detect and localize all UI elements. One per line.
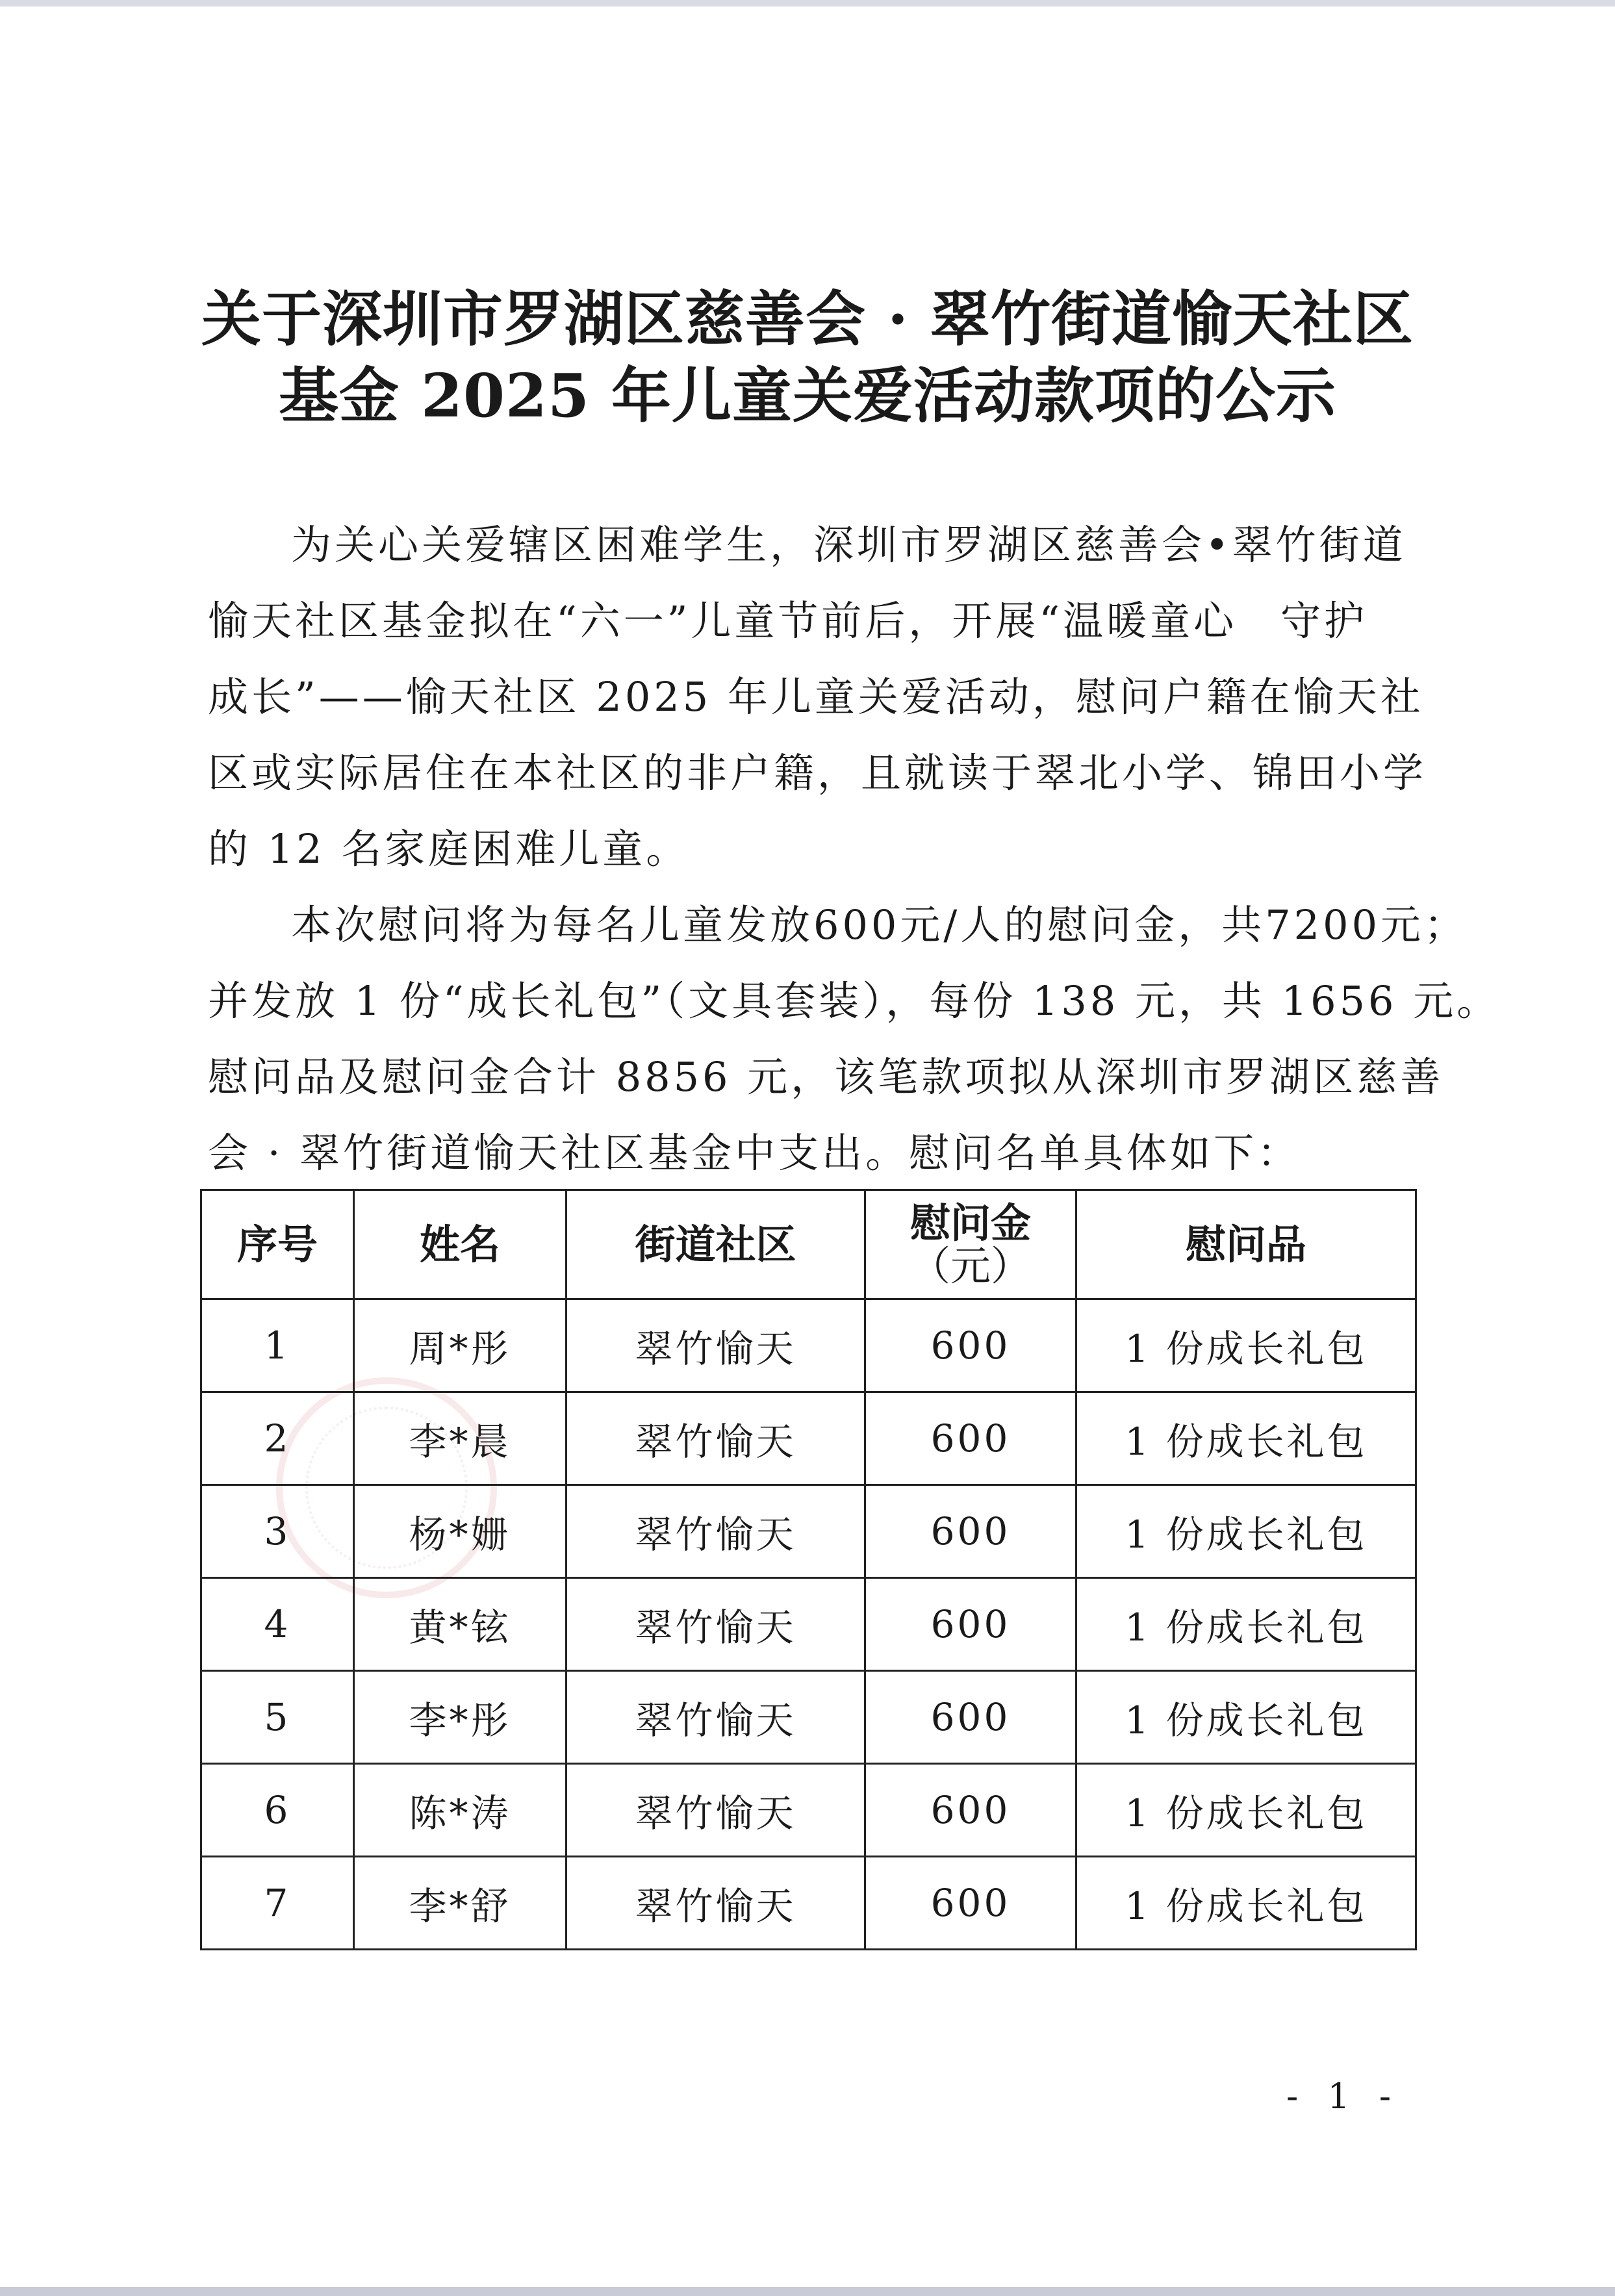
cell-gift: 1 份成长礼包	[1076, 1299, 1416, 1392]
header-gift: 慰问品	[1076, 1190, 1416, 1299]
cell-name: 李*彤	[354, 1671, 566, 1764]
cell-name: 李*晨	[354, 1392, 566, 1485]
paragraph-1-line-3: 成长”——愉天社区 2025 年儿童关爱活动，慰问户籍在愉天社	[208, 673, 1424, 721]
table-row	[201, 1299, 1416, 1392]
scan-edge-bottom	[0, 2287, 1615, 2296]
cell-community: 翠竹愉天	[566, 1299, 865, 1392]
cell-community: 翠竹愉天	[566, 1764, 865, 1857]
table-row	[201, 1578, 1416, 1671]
paragraph-2-line-4: 会 · 翠竹街道愉天社区基金中支出。慰问名单具体如下：	[208, 1129, 1301, 1177]
cell-amount: 600	[865, 1857, 1076, 1950]
cell-gift: 1 份成长礼包	[1076, 1857, 1416, 1950]
table-row	[201, 1392, 1416, 1485]
cell-amount: 600	[865, 1485, 1076, 1578]
cell-amount: 600	[865, 1578, 1076, 1671]
cell-gift: 1 份成长礼包	[1076, 1392, 1416, 1485]
header-community: 街道社区	[566, 1190, 865, 1299]
cell-name: 周*彤	[354, 1299, 566, 1392]
cell-no: 1	[201, 1299, 354, 1392]
header-amount-unit: （元）	[909, 1242, 1031, 1290]
paragraph-2-line-3: 慰问品及慰问金合计 8856 元，该笔款项拟从深圳市罗湖区慈善	[208, 1053, 1444, 1101]
document-title-line-2: 基金 2025 年儿童关爱活动款项的公示	[278, 361, 1337, 431]
cell-amount: 600	[865, 1299, 1076, 1392]
table-row	[201, 1485, 1416, 1578]
paragraph-1-line-2: 愉天社区基金拟在“六一”儿童节前后，开展“温暖童心 守护	[208, 597, 1368, 644]
cell-no: 3	[201, 1485, 354, 1578]
cell-amount: 600	[865, 1764, 1076, 1857]
cell-gift: 1 份成长礼包	[1076, 1578, 1416, 1671]
cell-amount: 600	[865, 1392, 1076, 1485]
cell-gift: 1 份成长礼包	[1076, 1764, 1416, 1857]
cell-gift: 1 份成长礼包	[1076, 1671, 1416, 1764]
paragraph-1-line-4: 区或实际居住在本社区的非户籍，且就读于翠北小学、锦田小学	[208, 749, 1427, 797]
cell-community: 翠竹愉天	[566, 1485, 865, 1578]
cell-no: 7	[201, 1857, 354, 1950]
header-amount-label: 慰问金	[909, 1199, 1031, 1247]
cell-amount: 600	[865, 1671, 1076, 1764]
table-header-row	[201, 1190, 1416, 1299]
header-no: 序号	[201, 1190, 354, 1299]
cell-community: 翠竹愉天	[566, 1578, 865, 1671]
cell-community: 翠竹愉天	[566, 1857, 865, 1950]
table-row	[201, 1671, 1416, 1764]
paragraph-1-line-1: 为关心关爱辖区困难学生，深圳市罗湖区慈善会•翠竹街道	[291, 521, 1406, 568]
cell-no: 4	[201, 1578, 354, 1671]
cell-name: 黄*铉	[354, 1578, 566, 1671]
table-row	[201, 1764, 1416, 1857]
paragraph-1-line-5: 的 12 名家庭困难儿童。	[208, 825, 690, 873]
cell-no: 5	[201, 1671, 354, 1764]
recipient-table	[200, 1189, 1417, 1950]
table-row	[201, 1857, 1416, 1950]
paragraph-2-line-1: 本次慰问将为每名儿童发放600元/人的慰问金，共7200元；	[291, 901, 1468, 949]
cell-no: 2	[201, 1392, 354, 1485]
header-name: 姓名	[354, 1190, 566, 1299]
cell-name: 杨*姗	[354, 1485, 566, 1578]
cell-community: 翠竹愉天	[566, 1392, 865, 1485]
cell-name: 李*舒	[354, 1857, 566, 1950]
header-amount	[865, 1190, 1076, 1299]
paragraph-2-line-2: 并发放 1 份“成长礼包”（文具套装），每份 138 元，共 1656 元。	[208, 977, 1501, 1025]
cell-name: 陈*涛	[354, 1764, 566, 1857]
scan-edge-top	[0, 0, 1615, 6]
page-number: - 1 -	[1286, 2076, 1401, 2117]
cell-no: 6	[201, 1764, 354, 1857]
cell-gift: 1 份成长礼包	[1076, 1485, 1416, 1578]
document-title-line-1: 关于深圳市罗湖区慈善会 · 翠竹街道愉天社区	[201, 284, 1414, 354]
cell-community: 翠竹愉天	[566, 1671, 865, 1764]
